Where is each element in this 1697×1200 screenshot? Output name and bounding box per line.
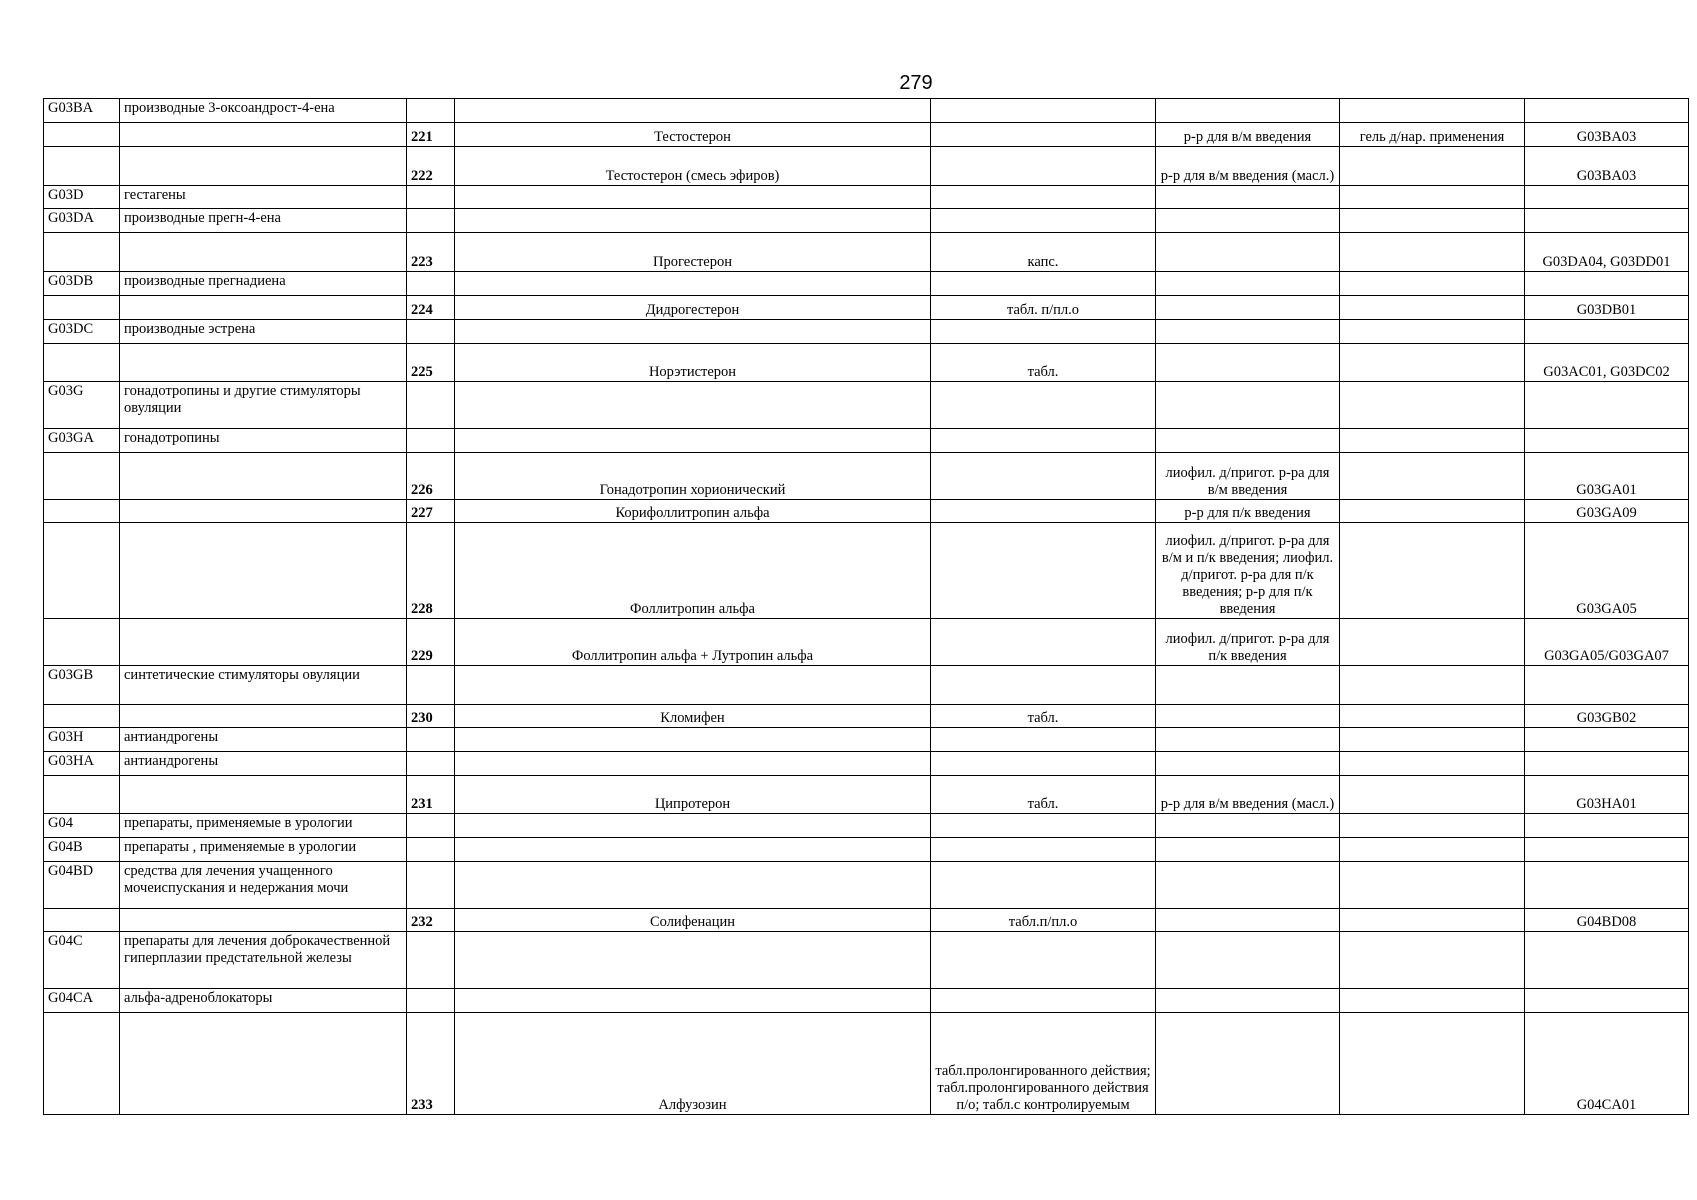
table-row — [44, 909, 1689, 932]
dosage-form-cell: лиофил. д/пригот. р-ра для в/м введения — [1156, 453, 1340, 500]
atc-group-code-cell — [44, 523, 120, 619]
atc-code-cell: G03GA01 — [1525, 453, 1689, 500]
dosage-form-cell — [1340, 382, 1525, 429]
item-number-cell: 229 — [407, 619, 455, 666]
dosage-form-cell — [931, 989, 1156, 1013]
group-description-cell — [120, 147, 407, 186]
drug-name-cell — [455, 272, 931, 296]
atc-group-code-cell: G03DC — [44, 320, 120, 344]
dosage-form-cell — [1156, 320, 1340, 344]
dosage-form-cell — [1156, 209, 1340, 233]
group-description-cell — [120, 344, 407, 382]
group-description-cell: гестагены — [120, 186, 407, 209]
table-body — [44, 99, 1689, 1115]
drug-name-cell: Алфузозин — [455, 1013, 931, 1115]
drug-name-cell — [455, 99, 931, 123]
dosage-form-cell — [1156, 429, 1340, 453]
atc-group-code-cell: G03GB — [44, 666, 120, 705]
dosage-form-cell — [1156, 344, 1340, 382]
group-description-cell: производные эстрена — [120, 320, 407, 344]
atc-group-code-cell — [44, 776, 120, 814]
atc-group-code-cell: G03DA — [44, 209, 120, 233]
item-number-cell: 222 — [407, 147, 455, 186]
dosage-form-cell — [1156, 705, 1340, 728]
table-row — [44, 99, 1689, 123]
dosage-form-cell — [931, 523, 1156, 619]
dosage-form-cell — [1340, 838, 1525, 862]
atc-code-cell: G03AC01, G03DC02 — [1525, 344, 1689, 382]
atc-code-cell — [1525, 752, 1689, 776]
atc-group-code-cell: G03G — [44, 382, 120, 429]
group-description-cell: препараты, применяемые в урологии — [120, 814, 407, 838]
drug-name-cell — [455, 429, 931, 453]
drug-name-cell — [455, 989, 931, 1013]
item-number-cell — [407, 752, 455, 776]
atc-group-code-cell: G03GA — [44, 429, 120, 453]
item-number-cell — [407, 862, 455, 909]
dosage-form-cell — [1340, 344, 1525, 382]
dosage-form-cell: табл.п/пл.о — [931, 909, 1156, 932]
drug-name-cell — [455, 838, 931, 862]
table-row — [44, 705, 1689, 728]
atc-code-cell — [1525, 429, 1689, 453]
item-number-cell — [407, 989, 455, 1013]
dosage-form-cell — [1156, 1013, 1340, 1115]
dosage-form-cell — [1340, 909, 1525, 932]
item-number-cell: 226 — [407, 453, 455, 500]
group-description-cell — [120, 453, 407, 500]
dosage-form-cell — [931, 99, 1156, 123]
dosage-form-cell — [1156, 838, 1340, 862]
atc-code-cell — [1525, 814, 1689, 838]
dosage-form-cell — [931, 814, 1156, 838]
drug-name-cell: Тестостерон — [455, 123, 931, 147]
drug-name-cell — [455, 666, 931, 705]
dosage-form-cell — [1156, 752, 1340, 776]
group-description-cell: производные прегнадиена — [120, 272, 407, 296]
atc-group-code-cell: G04B — [44, 838, 120, 862]
dosage-form-cell — [1340, 523, 1525, 619]
atc-group-code-cell — [44, 147, 120, 186]
dosage-form-cell: р-р для п/к введения — [1156, 500, 1340, 523]
dosage-form-cell — [931, 382, 1156, 429]
drug-name-cell: Гонадотропин хорионический — [455, 453, 931, 500]
dosage-form-cell: лиофил. д/пригот. р-ра для в/м и п/к введения; лиофил. д/пригот. р-ра для п/к введения; р-р для п/к введения — [1156, 523, 1340, 619]
group-description-cell: препараты для лечения доброкачественной гиперплазии предстательной железы — [120, 932, 407, 989]
dosage-form-cell: табл.пролонгированного действия; табл.пролонгированного действия п/о; табл.с контролируемым — [931, 1013, 1156, 1115]
item-number-cell: 232 — [407, 909, 455, 932]
dosage-form-cell — [1156, 186, 1340, 209]
drug-name-cell: Кломифен — [455, 705, 931, 728]
group-description-cell: препараты , применяемые в урологии — [120, 838, 407, 862]
dosage-form-cell — [1156, 296, 1340, 320]
atc-code-cell: G03GA05 — [1525, 523, 1689, 619]
atc-code-cell — [1525, 666, 1689, 705]
dosage-form-cell — [931, 453, 1156, 500]
table-row — [44, 776, 1689, 814]
drug-name-cell — [455, 752, 931, 776]
atc-code-cell: G03GA09 — [1525, 500, 1689, 523]
atc-group-code-cell: G03D — [44, 186, 120, 209]
table-row — [44, 814, 1689, 838]
dosage-form-cell — [1156, 233, 1340, 272]
dosage-form-cell: р-р для в/м введения (масл.) — [1156, 776, 1340, 814]
dosage-form-cell — [931, 429, 1156, 453]
item-number-cell: 223 — [407, 233, 455, 272]
dosage-form-cell — [1340, 233, 1525, 272]
item-number-cell: 227 — [407, 500, 455, 523]
item-number-cell — [407, 272, 455, 296]
atc-code-cell — [1525, 320, 1689, 344]
dosage-form-cell — [1340, 776, 1525, 814]
atc-group-code-cell: G03DB — [44, 272, 120, 296]
drug-name-cell: Дидрогестерон — [455, 296, 931, 320]
table-row — [44, 123, 1689, 147]
dosage-form-cell: табл. п/пл.о — [931, 296, 1156, 320]
group-description-cell: синтетические стимуляторы овуляции — [120, 666, 407, 705]
atc-code-cell: G04CA01 — [1525, 1013, 1689, 1115]
group-description-cell — [120, 776, 407, 814]
item-number-cell — [407, 666, 455, 705]
atc-code-cell — [1525, 728, 1689, 752]
dosage-form-cell — [1340, 99, 1525, 123]
dosage-form-cell — [931, 728, 1156, 752]
dosage-form-cell — [1156, 814, 1340, 838]
dosage-form-cell — [1340, 619, 1525, 666]
group-description-cell: производные прегн-4-ена — [120, 209, 407, 233]
dosage-form-cell — [1156, 272, 1340, 296]
dosage-form-cell — [931, 619, 1156, 666]
item-number-cell — [407, 814, 455, 838]
dosage-form-cell — [931, 838, 1156, 862]
dosage-form-cell: капс. — [931, 233, 1156, 272]
group-description-cell: антиандрогены — [120, 728, 407, 752]
atc-code-cell: G04BD08 — [1525, 909, 1689, 932]
group-description-cell — [120, 523, 407, 619]
table-row — [44, 233, 1689, 272]
dosage-form-cell — [931, 666, 1156, 705]
atc-code-cell: G03BA03 — [1525, 123, 1689, 147]
table-row — [44, 272, 1689, 296]
page-number: 279 — [899, 72, 933, 94]
dosage-form-cell — [1156, 909, 1340, 932]
drug-name-cell: Корифоллитропин альфа — [455, 500, 931, 523]
item-number-cell — [407, 932, 455, 989]
group-description-cell — [120, 909, 407, 932]
drug-name-cell — [455, 186, 931, 209]
dosage-form-cell — [1156, 99, 1340, 123]
item-number-cell: 233 — [407, 1013, 455, 1115]
dosage-form-cell — [931, 272, 1156, 296]
dosage-form-cell — [1156, 862, 1340, 909]
atc-group-code-cell: G03H — [44, 728, 120, 752]
item-number-cell — [407, 429, 455, 453]
group-description-cell — [120, 123, 407, 147]
table-row — [44, 453, 1689, 500]
atc-group-code-cell: G04 — [44, 814, 120, 838]
drug-name-cell: Фоллитропин альфа — [455, 523, 931, 619]
group-description-cell — [120, 500, 407, 523]
group-description-cell: средства для лечения учащенного мочеиспускания и недержания мочи — [120, 862, 407, 909]
table-row — [44, 344, 1689, 382]
dosage-form-cell: табл. — [931, 705, 1156, 728]
atc-group-code-cell: G03BA — [44, 99, 120, 123]
dosage-form-cell: р-р для в/м введения — [1156, 123, 1340, 147]
atc-group-code-cell — [44, 500, 120, 523]
dosage-form-cell — [1156, 989, 1340, 1013]
drug-table — [43, 98, 1689, 1115]
atc-code-cell: G03GB02 — [1525, 705, 1689, 728]
dosage-form-cell — [1340, 147, 1525, 186]
atc-code-cell — [1525, 862, 1689, 909]
dosage-form-cell — [931, 320, 1156, 344]
dosage-form-cell — [931, 209, 1156, 233]
dosage-form-cell: лиофил. д/пригот. р-ра для п/к введения — [1156, 619, 1340, 666]
drug-name-cell — [455, 932, 931, 989]
item-number-cell: 228 — [407, 523, 455, 619]
atc-group-code-cell — [44, 296, 120, 320]
drug-name-cell: Прогестерон — [455, 233, 931, 272]
drug-name-cell: Норэтистерон — [455, 344, 931, 382]
item-number-cell — [407, 838, 455, 862]
group-description-cell — [120, 705, 407, 728]
drug-name-cell — [455, 209, 931, 233]
dosage-form-cell: табл. — [931, 776, 1156, 814]
atc-code-cell: G03BA03 — [1525, 147, 1689, 186]
table-row — [44, 500, 1689, 523]
atc-group-code-cell — [44, 123, 120, 147]
dosage-form-cell — [1340, 186, 1525, 209]
atc-code-cell: G03DA04, G03DD01 — [1525, 233, 1689, 272]
atc-group-code-cell — [44, 619, 120, 666]
group-description-cell — [120, 1013, 407, 1115]
dosage-form-cell: гель д/нар. применения — [1340, 123, 1525, 147]
dosage-form-cell — [1340, 320, 1525, 344]
table-row — [44, 728, 1689, 752]
table-row — [44, 382, 1689, 429]
table-row — [44, 320, 1689, 344]
item-number-cell: 224 — [407, 296, 455, 320]
item-number-cell: 230 — [407, 705, 455, 728]
atc-group-code-cell — [44, 344, 120, 382]
atc-group-code-cell: G03HA — [44, 752, 120, 776]
item-number-cell — [407, 382, 455, 429]
group-description-cell: антиандрогены — [120, 752, 407, 776]
drug-name-cell — [455, 728, 931, 752]
atc-code-cell — [1525, 989, 1689, 1013]
atc-group-code-cell — [44, 1013, 120, 1115]
dosage-form-cell — [1156, 382, 1340, 429]
dosage-form-cell — [1340, 500, 1525, 523]
atc-code-cell — [1525, 932, 1689, 989]
dosage-form-cell — [931, 500, 1156, 523]
dosage-form-cell — [931, 932, 1156, 989]
item-number-cell — [407, 728, 455, 752]
table-row — [44, 296, 1689, 320]
dosage-form-cell — [1340, 666, 1525, 705]
dosage-form-cell — [1340, 989, 1525, 1013]
drug-name-cell — [455, 814, 931, 838]
dosage-form-cell — [1340, 752, 1525, 776]
table-row — [44, 932, 1689, 989]
group-description-cell: альфа-адреноблокаторы — [120, 989, 407, 1013]
item-number-cell — [407, 209, 455, 233]
drug-name-cell: Солифенацин — [455, 909, 931, 932]
atc-group-code-cell — [44, 453, 120, 500]
item-number-cell: 231 — [407, 776, 455, 814]
dosage-form-cell — [1340, 453, 1525, 500]
dosage-form-cell — [931, 862, 1156, 909]
atc-code-cell — [1525, 838, 1689, 862]
group-description-cell — [120, 233, 407, 272]
drug-name-cell: Тестостерон (смесь эфиров) — [455, 147, 931, 186]
dosage-form-cell — [931, 147, 1156, 186]
group-description-cell: гонадотропины — [120, 429, 407, 453]
table-row — [44, 523, 1689, 619]
drug-name-cell: Фоллитропин альфа + Лутропин альфа — [455, 619, 931, 666]
table-row — [44, 752, 1689, 776]
item-number-cell — [407, 320, 455, 344]
dosage-form-cell: р-р для в/м введения (масл.) — [1156, 147, 1340, 186]
dosage-form-cell — [1340, 272, 1525, 296]
item-number-cell — [407, 186, 455, 209]
atc-code-cell — [1525, 272, 1689, 296]
table-row — [44, 619, 1689, 666]
item-number-cell — [407, 99, 455, 123]
atc-code-cell: G03GA05/G03GA07 — [1525, 619, 1689, 666]
dosage-form-cell — [1340, 296, 1525, 320]
atc-group-code-cell: G04CA — [44, 989, 120, 1013]
dosage-form-cell — [1340, 705, 1525, 728]
table-row — [44, 989, 1689, 1013]
dosage-form-cell — [1156, 728, 1340, 752]
table-row — [44, 186, 1689, 209]
dosage-form-cell — [1340, 862, 1525, 909]
item-number-cell: 221 — [407, 123, 455, 147]
dosage-form-cell — [1340, 429, 1525, 453]
table-row — [44, 429, 1689, 453]
dosage-form-cell: табл. — [931, 344, 1156, 382]
drug-name-cell — [455, 862, 931, 909]
dosage-form-cell — [1156, 932, 1340, 989]
dosage-form-cell — [1156, 666, 1340, 705]
dosage-form-cell — [1340, 209, 1525, 233]
table-row — [44, 209, 1689, 233]
dosage-form-cell — [931, 186, 1156, 209]
atc-group-code-cell — [44, 909, 120, 932]
group-description-cell — [120, 619, 407, 666]
atc-code-cell — [1525, 209, 1689, 233]
atc-group-code-cell — [44, 233, 120, 272]
table-row — [44, 838, 1689, 862]
dosage-form-cell — [931, 123, 1156, 147]
atc-code-cell — [1525, 382, 1689, 429]
atc-group-code-cell: G04BD — [44, 862, 120, 909]
atc-code-cell: G03DB01 — [1525, 296, 1689, 320]
atc-code-cell: G03HA01 — [1525, 776, 1689, 814]
table-row — [44, 862, 1689, 909]
table-row — [44, 1013, 1689, 1115]
item-number-cell: 225 — [407, 344, 455, 382]
dosage-form-cell — [1340, 1013, 1525, 1115]
table-row — [44, 666, 1689, 705]
dosage-form-cell — [1340, 728, 1525, 752]
dosage-form-cell — [1340, 932, 1525, 989]
atc-group-code-cell: G04C — [44, 932, 120, 989]
dosage-form-cell — [931, 752, 1156, 776]
group-description-cell: производные 3-оксоандрост-4-ена — [120, 99, 407, 123]
drug-name-cell — [455, 382, 931, 429]
drug-name-cell — [455, 320, 931, 344]
atc-code-cell — [1525, 186, 1689, 209]
group-description-cell — [120, 296, 407, 320]
atc-code-cell — [1525, 99, 1689, 123]
table-row — [44, 147, 1689, 186]
group-description-cell: гонадотропины и другие стимуляторы овуляции — [120, 382, 407, 429]
atc-group-code-cell — [44, 705, 120, 728]
drug-name-cell: Ципротерон — [455, 776, 931, 814]
dosage-form-cell — [1340, 814, 1525, 838]
